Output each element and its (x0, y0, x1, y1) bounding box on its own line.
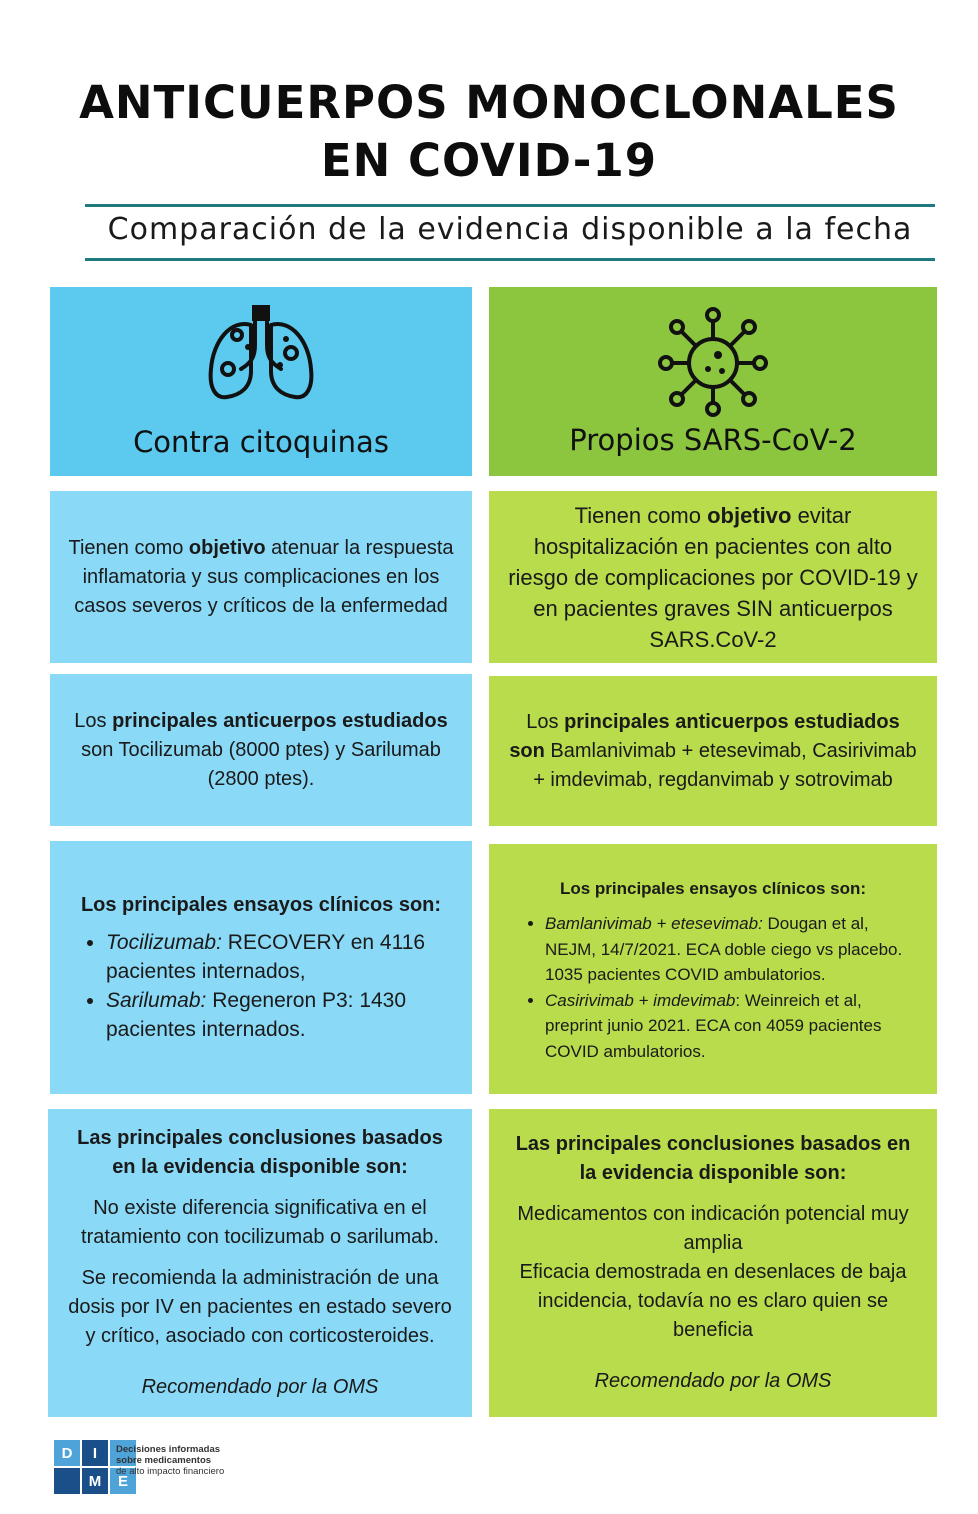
title-line-2: EN COVID-19 (320, 134, 658, 187)
right-header-title: Propios SARS-CoV-2 (569, 423, 857, 457)
left-recommendation: Recomendado por la OMS (141, 1376, 379, 1398)
logo-letter-e: E (110, 1468, 136, 1494)
logo-line-1: Decisiones informadas (116, 1444, 221, 1455)
list-item (106, 986, 454, 1044)
trial-drug: Sarilumab: (106, 989, 207, 1012)
left-objective-post: atenuar la respuesta inflamatoria y sus complicaciones en los casos severos y críticos de la enfermedad (74, 536, 454, 617)
right-trials-heading: Los principales ensayos clínicos son: (559, 879, 867, 898)
right-objective-bold: objetivo (707, 502, 792, 528)
right-conclusions (489, 1109, 937, 1417)
bottom-rule (85, 258, 935, 261)
virus-icon (658, 305, 768, 417)
top-rule (85, 204, 935, 207)
trial-drug: Tocilizumab: (106, 931, 222, 954)
dime-logo (54, 1440, 225, 1494)
left-antibodies (50, 674, 472, 826)
list-item (106, 928, 454, 986)
trial-text: RECOVERY en 4116 pacientes internados, (106, 931, 426, 983)
left-header-title: Contra citoquinas (133, 425, 389, 459)
trial-text: Dougan et al, NEJM, 14/7/2021. ECA doble ciego vs placebo. 1035 pacientes COVID ambulatorios. (545, 914, 903, 984)
right-antibodies (489, 676, 937, 826)
right-conclusion-1: Medicamentos con indicación potencial muy amplia (517, 1203, 909, 1254)
left-trials-list (68, 928, 454, 1044)
left-conclusions (48, 1109, 472, 1417)
list-item (545, 911, 919, 988)
right-conclusions-heading: Las principales conclusiones basados en la evidencia disponible son: (515, 1133, 911, 1184)
right-objective-post: evitar hospitalización en pacientes con alto riesgo de complicaciones por COVID-19 y en pacientes graves SIN anticuerpos SARS.CoV-2 (508, 502, 918, 652)
trial-text: Regeneron P3: 1430 pacientes internados. (106, 989, 407, 1041)
right-header (489, 287, 937, 476)
left-objective-pre: Tienen como (68, 536, 189, 559)
left-antibodies-post: son Tocilizumab (8000 ptes) y Sarilumab (2800 ptes). (81, 738, 441, 790)
left-antibodies-pre: Los (74, 709, 113, 732)
page-title (0, 74, 978, 190)
right-antibodies-bold: principales anticuerpos estudiados son (509, 710, 900, 762)
logo-letter-m: M (82, 1468, 108, 1494)
lungs-icon (206, 303, 316, 403)
logo-letter-i: I (82, 1440, 108, 1466)
left-trials (50, 841, 472, 1094)
right-trials-list (507, 911, 919, 1064)
trial-drug: Casirivimab + imdevimab (545, 990, 736, 1010)
title-line-1: ANTICUERPOS MONOCLONALES (79, 76, 899, 129)
left-antibodies-bold: principales anticuerpos estudiados (112, 709, 448, 732)
left-trials-heading: Los principales ensayos clínicos son: (80, 894, 442, 916)
right-recommendation: Recomendado por la OMS (594, 1370, 832, 1392)
right-antibodies-pre: Los (526, 710, 565, 733)
right-objective (489, 491, 937, 663)
right-antibodies-post: Bamlanivimab + etesevimab, Casirivimab + imdevimab, regdanvimab y sotrovimab (533, 739, 917, 791)
logo-tagline (116, 1444, 276, 1477)
trial-drug: Bamlanivimab + etesevimab: (545, 914, 763, 933)
logo-line-2: sobre medicamentos (116, 1455, 212, 1466)
left-conclusions-heading: Las principales conclusiones basados en la evidencia disponible son: (77, 1127, 443, 1178)
left-objective (50, 491, 472, 663)
right-conclusion-2: Eficacia demostrada en desenlaces de baja incidencia, todavía no es claro quien se beneficia (519, 1261, 907, 1341)
subtitle: Comparación de la evidencia disponible a la fecha (107, 212, 913, 247)
logo-line-3: de alto impacto financiero (116, 1466, 225, 1477)
left-objective-bold: objetivo (188, 536, 266, 559)
left-header (50, 287, 472, 476)
logo-letter-d: D (54, 1440, 80, 1466)
right-trials (489, 844, 937, 1094)
trial-text: : Weinreich et al, preprint junio 2021. ECA con 4059 pacientes COVID ambulatorios. (545, 990, 882, 1061)
right-objective-pre: Tienen como (574, 502, 708, 528)
left-conclusion-1: No existe diferencia significativa en el tratamiento con tocilizumab o sarilumab. (81, 1197, 439, 1248)
left-conclusion-2: Se recomienda la administración de una dosis por IV en pacientes en estado severo y crítico, asociado con corticosteroides. (68, 1267, 452, 1347)
logo-blank-cell (54, 1468, 80, 1494)
list-item (545, 988, 919, 1065)
